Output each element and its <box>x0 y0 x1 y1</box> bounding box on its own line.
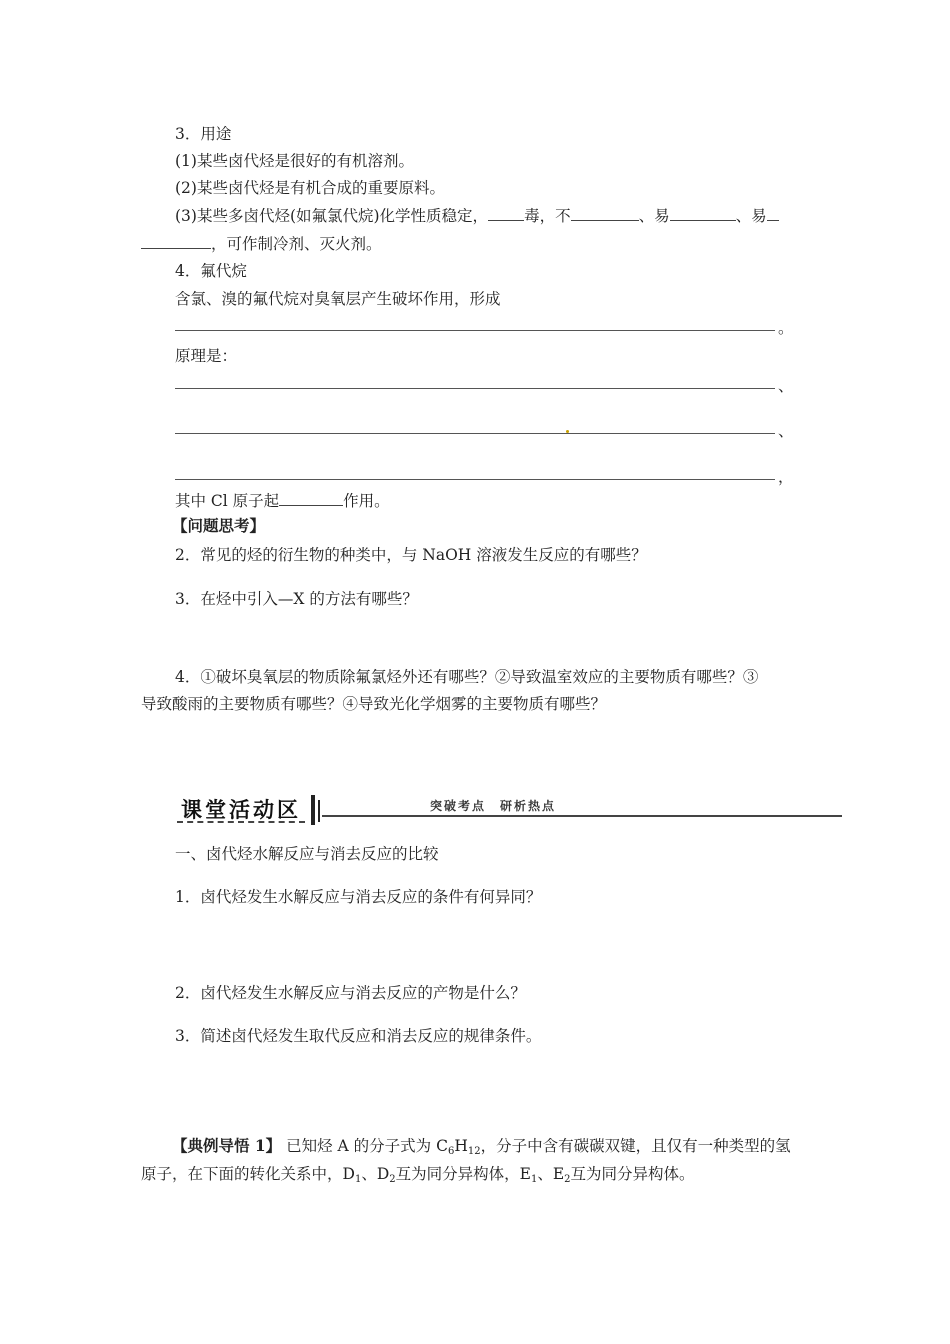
question-4-line-1: 4．①破坏臭氧层的物质除氟氯烃外还有哪些？②导致温室效应的主要物质有哪些？③ <box>175 668 759 686</box>
cl-role-text-a: 其中 Cl 原子起 <box>175 492 280 510</box>
example-text-1a: 已知烃 A 的分子式为 C <box>281 1137 448 1155</box>
example-text-2d: 、E <box>537 1165 565 1183</box>
section-1-question-1: 1．卤代烃发生水解反应与消去反应的条件有何异同？ <box>175 888 542 906</box>
example-text-1c: ，分子中含有碳碳双键，且仅有一种类型的氢 <box>480 1137 791 1155</box>
example-label: 【典例导悟 1】 <box>172 1136 282 1155</box>
subscript-d2: 2 <box>389 1174 396 1185</box>
example-text-2c: 互为同分异构体，E <box>395 1165 531 1183</box>
subscript-e1: 1 <box>530 1174 538 1185</box>
blank-property-1[interactable] <box>571 205 639 221</box>
subscript-d1: 1 <box>354 1174 362 1185</box>
uses-item-3-text-b: 毒，不 <box>524 207 571 225</box>
freon-heading: 4．氟代烷 <box>175 262 247 280</box>
uses-item-3-text-c: 、易 <box>638 207 670 225</box>
banner-rule <box>322 815 842 817</box>
subscript-6: 6 <box>447 1146 455 1157</box>
example-line-2 <box>141 1164 695 1190</box>
end-mark: 。 <box>778 319 794 337</box>
example-text-1b: H <box>454 1137 468 1155</box>
banner-dashed-underline <box>177 821 305 823</box>
question-3: 3．在烃中引入—X 的方法有哪些？ <box>175 590 418 608</box>
subscript-e2: 2 <box>564 1174 571 1185</box>
uses-item-3-text-e: ，可作制冷剂、灭火剂。 <box>211 235 382 253</box>
section-1-question-3: 3．简述卤代烃发生取代反应和消去反应的规律条件。 <box>175 1027 542 1045</box>
example-line-1 <box>172 1136 791 1162</box>
banner-subtitle: 突破考点 研析热点 <box>430 799 557 813</box>
uses-item-3-text-a: (3)某些多卤代烃(如氟氯代烷)化学性质稳定， <box>175 207 489 225</box>
questions-label: 【问题思考】 <box>172 516 266 535</box>
blank-cl-role[interactable] <box>279 490 343 506</box>
section-1-question-2: 2．卤代烃发生水解反应与消去反应的产物是什么？ <box>175 984 526 1002</box>
blank-property-2[interactable] <box>670 205 736 221</box>
freon-sentence: 含氯、溴的氟代烷对臭氧层产生破坏作用，形成 <box>175 290 501 308</box>
question-4-line-2: 导致酸雨的主要物质有哪些？④导致光化学烟雾的主要物质有哪些？ <box>141 695 607 713</box>
uses-item-3 <box>175 205 779 226</box>
blank-principle-2[interactable] <box>175 433 775 434</box>
blank-property-3b[interactable] <box>141 233 211 249</box>
example-text-2e: 互为同分异构体。 <box>570 1165 695 1183</box>
blank-ozone-effect[interactable] <box>175 330 775 331</box>
principle-mark-3: ， <box>778 468 794 486</box>
blank-principle-3[interactable] <box>175 479 775 480</box>
blank-toxicity[interactable] <box>488 205 524 221</box>
question-2: 2．常见的烃的衍生物的种类中，与 NaOH 溶液发生反应的有哪些？ <box>175 546 647 564</box>
uses-item-1: (1)某些卤代烃是很好的有机溶剂。 <box>175 152 414 170</box>
example-text-2b: 、D <box>361 1165 390 1183</box>
stray-dot <box>566 430 569 433</box>
classroom-banner <box>175 794 313 822</box>
banner-title: 课堂活动区 <box>181 798 301 822</box>
example-text-2a: 原子，在下面的转化关系中，D <box>141 1165 355 1183</box>
banner-bar-thick <box>311 795 315 825</box>
principle-mark-1: 、 <box>778 377 794 395</box>
uses-item-3-text-d: 、易 <box>735 207 767 225</box>
section-1-heading: 一、卤代烃水解反应与消去反应的比较 <box>175 845 439 863</box>
blank-principle-1[interactable] <box>175 388 775 389</box>
uses-item-2: (2)某些卤代烃是有机合成的重要原料。 <box>175 179 445 197</box>
banner-bar-thin <box>318 800 320 822</box>
principle-mark-2: 、 <box>778 422 794 440</box>
cl-role-text-b: 作用。 <box>343 492 390 510</box>
uses-item-3-cont <box>141 233 382 254</box>
blank-property-3a[interactable] <box>767 205 779 221</box>
uses-heading: 3．用途 <box>175 125 232 143</box>
principle-label: 原理是： <box>175 347 238 365</box>
subscript-12: 12 <box>467 1146 481 1157</box>
cl-role <box>175 490 390 511</box>
